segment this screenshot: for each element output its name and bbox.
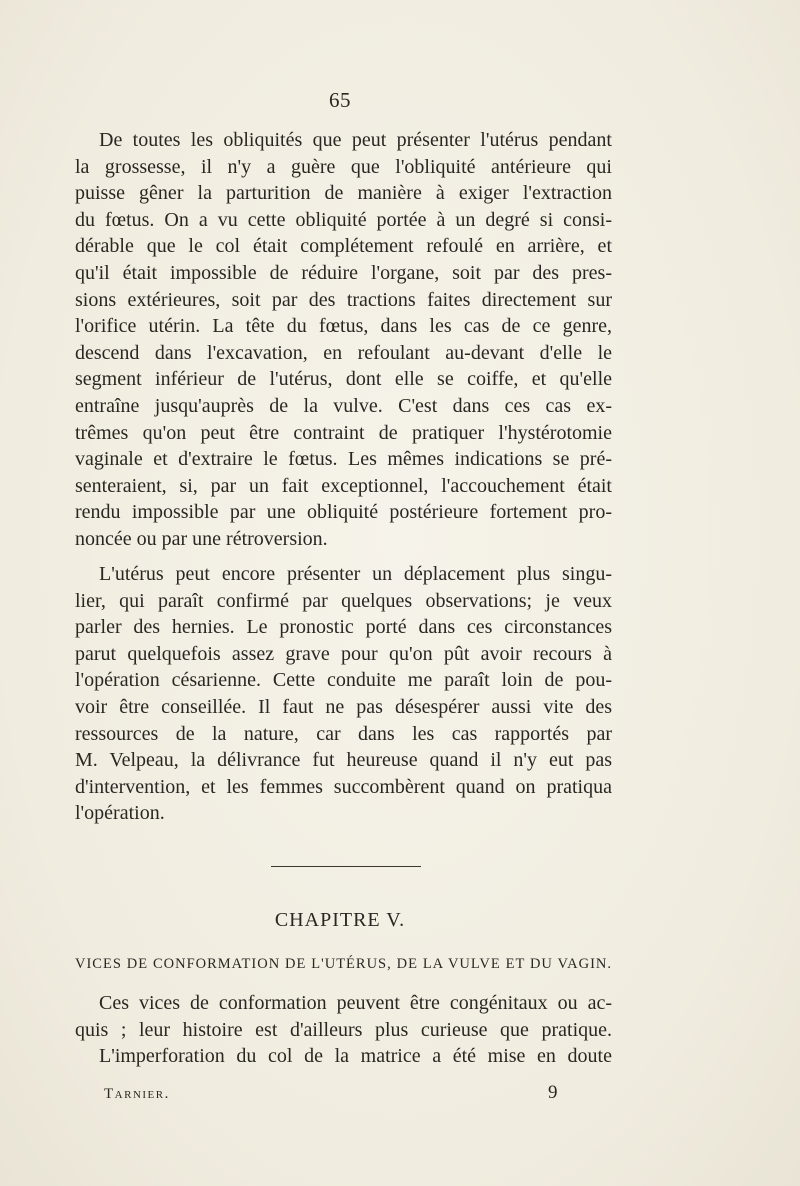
text-line: l'opération césarienne. Cette conduite me paraît loin de pou- bbox=[75, 669, 612, 692]
text-line: l'orifice utérin. La tête du fœtus, dans les cas de ce genre, bbox=[75, 315, 612, 338]
text-line: la grossesse, il n'y a guère que l'obliquité antérieure qui bbox=[75, 155, 612, 178]
text-line: vaginale et d'extraire le fœtus. Les mêmes indications se pré- bbox=[75, 448, 612, 471]
text-line: dérable que le col était complétement refoulé en arrière, et bbox=[75, 235, 612, 258]
text-line: M. Velpeau, la délivrance fut heureuse quand il n'y eut pas bbox=[75, 749, 612, 772]
text-line: De toutes les obliquités que peut présenter l'utérus pendant bbox=[99, 129, 612, 151]
paragraph-hernies bbox=[75, 561, 612, 827]
footer-signature-number: 9 bbox=[548, 1082, 558, 1103]
text-line: qu'il était impossible de réduire l'organe, soit par des pres- bbox=[75, 261, 612, 284]
text-line: senteraient, si, par un fait exceptionnel, l'accouchement était bbox=[75, 474, 612, 497]
text-line: d'intervention, et les femmes succombèrent quand on pratiqua bbox=[75, 775, 612, 798]
text-line: quis ; leur histoire est d'ailleurs plus curieuse que pratique. bbox=[75, 1018, 612, 1041]
text-line: descend dans l'excavation, en refoulant au-devant d'elle le bbox=[75, 341, 612, 364]
text-line: noncée ou par une rétroversion. bbox=[75, 527, 328, 550]
text-line: parut quelquefois assez grave pour qu'on pût avoir recours à bbox=[75, 642, 612, 665]
text-line: l'opération. bbox=[75, 802, 165, 825]
text-line: lier, qui paraît confirmé par quelques observations; je veux bbox=[75, 589, 612, 612]
text-line: du fœtus. On a vu cette obliquité portée à un degré si consi- bbox=[75, 208, 612, 231]
section-divider bbox=[271, 866, 421, 867]
text-line: L'imperforation du col de la matrice a été mise en doute bbox=[99, 1045, 612, 1068]
text-line: voir être conseillée. Il faut ne pas désespérer aussi vite des bbox=[75, 695, 612, 718]
page-number: 65 bbox=[329, 88, 351, 112]
text-line: L'utérus peut encore présenter un déplacement plus singu- bbox=[99, 563, 612, 585]
text-line: rendu impossible par une obliquité postérieure fortement pro- bbox=[75, 501, 612, 524]
section-heading: VICES DE CONFORMATION DE L'UTÉRUS, DE LA VULVE ET DU VAGIN. bbox=[75, 956, 612, 972]
chapter-title: CHAPITRE V. bbox=[274, 909, 406, 931]
text-line: puisse gêner la parturition de manière à exiger l'extraction bbox=[75, 182, 612, 205]
paragraph-vices bbox=[75, 990, 612, 1070]
text-line: sions extérieures, soit par des tractions faites directement sur bbox=[75, 288, 612, 311]
text-line: trêmes qu'on peut être contraint de pratiquer l'hystérotomie bbox=[75, 421, 612, 444]
footer-signature: Tarnier. bbox=[104, 1086, 170, 1102]
text-line: segment inférieur de l'utérus, dont elle se coiffe, et qu'elle bbox=[75, 368, 612, 391]
text-line: Ces vices de conformation peuvent être congénitaux ou ac- bbox=[99, 992, 612, 1014]
paragraph-obliquites bbox=[75, 127, 612, 553]
text-line: parler des hernies. Le pronostic porté dans ces circonstances bbox=[75, 616, 612, 639]
text-line: entraîne jusqu'auprès de la vulve. C'est dans ces cas ex- bbox=[75, 394, 612, 417]
text-line: ressources de la nature, car dans les cas rapportés par bbox=[75, 722, 612, 745]
